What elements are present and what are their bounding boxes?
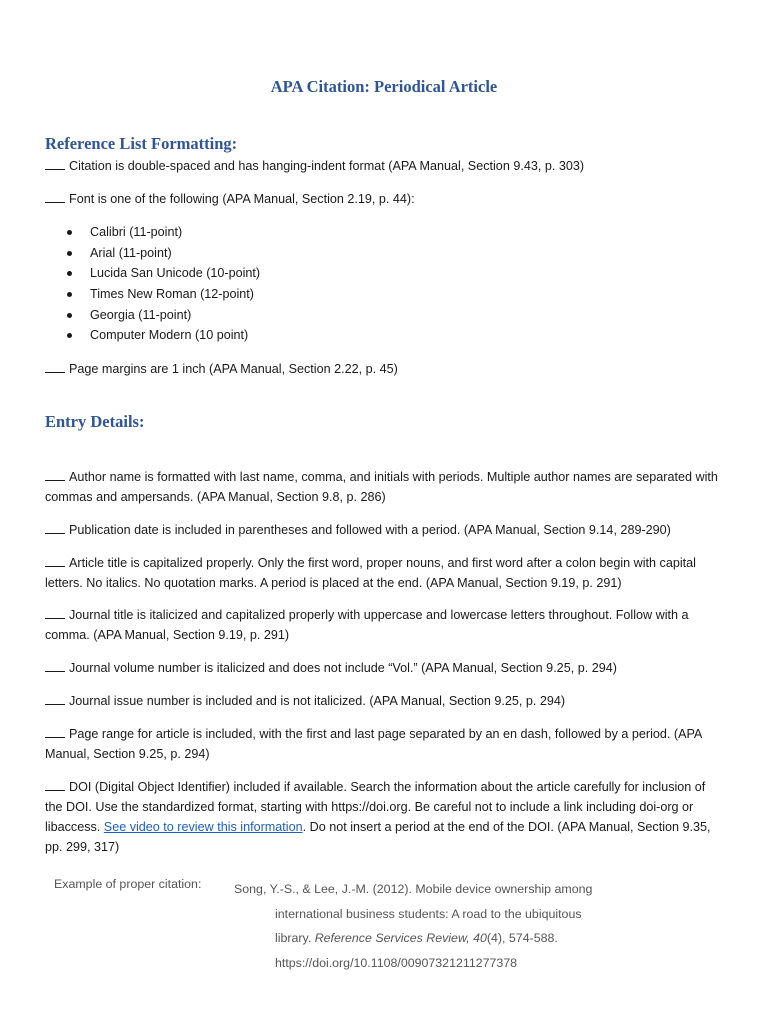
citation-line: international business students: A road to the ubiquitous	[275, 906, 582, 921]
checkbox-blank[interactable]	[45, 659, 65, 672]
checkbox-blank[interactable]	[45, 190, 65, 203]
checklist-item-author	[45, 467, 725, 507]
example-citation	[234, 877, 592, 975]
font-option: Georgia (11-point)	[63, 305, 260, 326]
checklist-item-doi	[45, 777, 725, 857]
section-heading-reference-list: Reference List Formatting:	[45, 134, 238, 153]
font-option: Arial (11-point)	[63, 243, 260, 264]
checkbox-blank[interactable]	[45, 725, 65, 738]
checkbox-blank[interactable]	[45, 692, 65, 705]
checklist-item-double-spaced	[45, 156, 725, 176]
checkbox-blank[interactable]	[45, 778, 65, 791]
checklist-item-text: . Do not insert a period at the end of the DOI. (APA Manual, Section 9.35, pp. 299, 317)	[45, 820, 711, 854]
checklist-item-issue	[45, 691, 725, 711]
citation-doi: https://doi.org/10.1108/00907321211277378	[275, 955, 518, 970]
checkbox-blank[interactable]	[45, 521, 65, 534]
checklist-item-margins	[45, 359, 725, 379]
checklist-item-volume	[45, 658, 725, 678]
font-option: Computer Modern (10 point)	[63, 325, 260, 346]
video-link[interactable]: See video to review this information	[103, 820, 303, 834]
journal-name: Reference Services Review, 40	[314, 931, 487, 945]
checkbox-blank[interactable]	[45, 606, 65, 619]
bullet-icon	[67, 271, 72, 276]
bullet-icon	[67, 230, 72, 235]
checkbox-blank[interactable]	[45, 554, 65, 567]
checklist-item-text: Citation is double-spaced and has hanging-indent format (APA Manual, Section 9.43, p. 303)	[69, 159, 585, 173]
bullet-icon	[67, 313, 72, 318]
font-option: Times New Roman (12-point)	[63, 284, 260, 305]
font-options-list	[63, 222, 260, 346]
checkbox-blank[interactable]	[45, 157, 65, 170]
section-heading-entry-details: Entry Details:	[45, 412, 145, 431]
checklist-item-article-title	[45, 553, 725, 593]
bullet-icon	[67, 251, 72, 256]
checklist-item-text: Font is one of the following (APA Manual, Section 2.19, p. 44):	[69, 192, 415, 206]
bullet-icon	[67, 292, 72, 297]
checklist-item-text: Journal issue number is included and is not italicized. (APA Manual, Section 9.25, p. 294)	[69, 694, 566, 708]
checklist-item-text: Publication date is included in parentheses and followed with a period. (APA Manual, Section 9.14, 289-290)	[69, 523, 671, 537]
checklist-item-text: Page margins are 1 inch (APA Manual, Section 2.22, p. 45)	[69, 362, 398, 376]
citation-line: Song, Y.-S., & Lee, J.-M. (2012). Mobile device ownership among	[234, 882, 593, 896]
bullet-icon	[67, 333, 72, 338]
checklist-item-page-range	[45, 724, 725, 764]
checklist-item-text: DOI (Digital Object Identifier) included if available. Search the information about the article carefully for inclusion of the DOI. Use the standardized format, starting with https://doi.org. Be careful not to include a link including doi-org or libaccess.	[45, 780, 706, 834]
checklist-item-date	[45, 520, 725, 540]
checklist-item-text: Article title is capitalized properly. Only the first word, proper nouns, and first word after a colon begin with capital letters. No italics. No quotation marks. A period is placed at the end. (APA Manual, Section 9.19, p. 291)	[45, 556, 696, 590]
checklist-item-text: Author name is formatted with last name, comma, and initials with periods. Multiple author names are separated with commas and ampersands. (APA Manual, Section 9.8, p. 286)	[45, 470, 718, 504]
checklist-item-text: Page range for article is included, with the first and last page separated by an en dash, followed by a period. (APA Manual, Section 9.25, p. 294)	[45, 727, 702, 761]
checklist-item-text: Journal title is italicized and capitalized properly with uppercase and lowercase letters throughout. Follow with a comma. (APA Manual, Section 9.19, p. 291)	[45, 608, 689, 642]
checklist-item-font	[45, 189, 725, 209]
checklist-item-journal-title	[45, 605, 725, 645]
checklist-item-text: Journal volume number is italicized and does not include “Vol.” (APA Manual, Section 9.25, p. 294)	[69, 661, 617, 675]
checkbox-blank[interactable]	[45, 468, 65, 481]
citation-line: library. Reference Services Review, 40(4), 574-588.	[275, 931, 558, 945]
font-option: Calibri (11-point)	[63, 222, 260, 243]
example-label: Example of proper citation:	[54, 877, 202, 891]
page-title: APA Citation: Periodical Article	[270, 77, 498, 96]
checkbox-blank[interactable]	[45, 360, 65, 373]
font-option: Lucida San Unicode (10-point)	[63, 263, 260, 284]
